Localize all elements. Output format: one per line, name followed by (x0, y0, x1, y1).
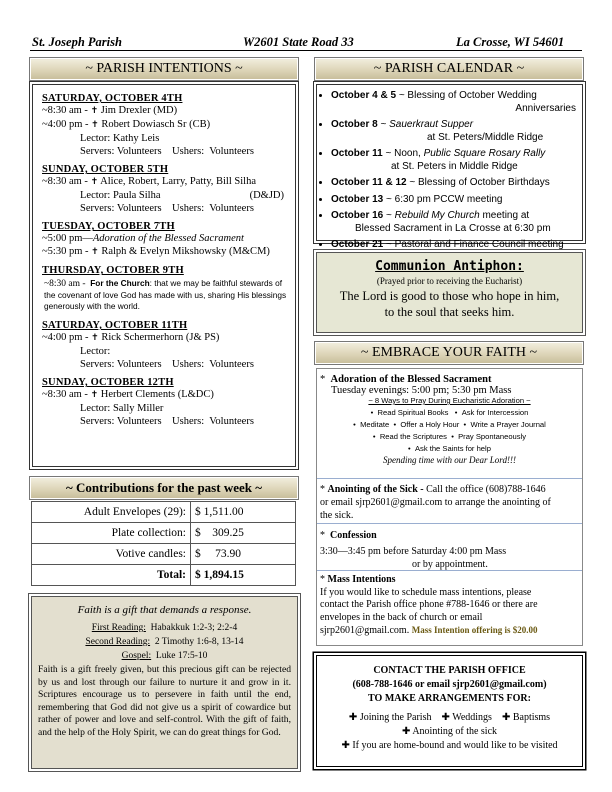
mass-intentions-section: * Mass Intentions If you would like to schedule mass intentions, please contact the Parish office phone #788-1646 or there are envelopes in the back of church or email sjrp2601@gmail.com. Mass Intention offering is $20.00 (320, 574, 538, 637)
mass-line: ~8:30 am - ✝ Alice, Robert, Larry, Patty, Bill Silha (42, 176, 256, 187)
servers-line: Servers: Volunteers Ushers: Volunteers (80, 416, 254, 427)
contact-line3: TO MAKE ARRANGEMENTS FOR: (368, 693, 531, 704)
table-row: Adult Envelopes (29): $ 1,511.00 (32, 502, 296, 523)
embrace-title: ~ EMBRACE YOUR FAITH ~ (360, 345, 538, 360)
antiphon-line1: The Lord is good to those who hope in him, (339, 289, 560, 303)
mass-line: ~8:30 am - ✝ Jim Drexler (MD) (42, 105, 178, 116)
contact-items: ✚ Joining the Parish ✚ Weddings ✚ Baptisms (348, 712, 551, 723)
parish-city: La Crosse, WI 54601 (456, 35, 565, 49)
cross-icon: ✝ (91, 247, 99, 257)
contact-line1: CONTACT THE PARISH OFFICE (373, 665, 526, 676)
lector-line: Lector: Sally Miller (80, 403, 164, 414)
star-icon: * (320, 374, 326, 385)
calendar-event: • October 11 & 12 ~ Blessing of October Birthdays (331, 177, 582, 190)
intentions-title: ~ PARISH INTENTIONS ~ (85, 61, 243, 76)
readings: First Reading: Habakkuk 1:2-3; 2:2-4 Second Reading: 2 Timothy 1:6-8, 13-14 Gospel: Luke 17:5-10 (85, 623, 244, 661)
calendar-box (316, 84, 583, 250)
spending-line: Spending time with our Dear Lord!!! (383, 455, 516, 465)
cross-icon: ✝ (91, 333, 99, 343)
servers-line: Servers: Volunteers Ushers: Volunteers (80, 146, 254, 157)
lector-line: Lector: (80, 346, 111, 357)
calendar-title: ~ PARISH CALENDAR ~ (373, 61, 525, 76)
servers-line: Servers: Volunteers Ushers: Volunteers (80, 203, 254, 214)
intentions-date: TUESDAY, OCTOBER 7TH (42, 221, 175, 232)
faith-body: Faith is a gift freely given, but this precious gift can be rejected by us and lost through our failure to nurture it and grow in it. Scriptures encourage us to persevere in faith until the end, remembering that God did not give us a spirit of cowardice but rather of power and love and self-control. With the gift of faith, and the help of the Holy Spirit, we can do great things for God. (38, 664, 291, 738)
antiphon-note: (Prayed prior to receiving the Eucharist) (376, 276, 523, 286)
adoration-section: * Adoration of the Blessed Sacrament Tuesday evenings: 5:00 pm; 5:30 pm Mass ~ 8 Ways to Pray During Eucharistic Adoration ~ • Read Spiritual Books • Ask for Intercession • Meditate • Offer a Holy Hour • Write a Prayer Journal • Read the Scriptures • Pray Spontaneously • Ask the Saints for help Spending time with our Dear Lord!!! (317, 369, 582, 479)
cross-icon: ✝ (90, 177, 99, 187)
cross-icon: ✝ (90, 390, 99, 400)
antiphon-line2: to the soul that seeks him. (384, 305, 515, 319)
plus-icon: ✚ (401, 726, 411, 737)
ways-list: • Read Spiritual Books • Ask for Intercession • Meditate • Offer a Holy Hour • Write a Prayer Journal • Read the Scriptures • Pray Spontaneously • Ask the Saints for help (353, 408, 546, 453)
antiphon-title: Communion Antiphon: (375, 259, 524, 274)
lector-line: Lector: Paula Silha (D&JD) (80, 190, 284, 201)
confession-section: * Confession 3:30—3:45 pm before Saturday 4:00 pm Mass or by appointment. (317, 524, 582, 571)
faith-heading: Faith is a gift that demands a response. (77, 604, 252, 616)
intentions-date: SATURDAY, OCTOBER 11TH (42, 320, 188, 331)
mass-line: ~8:30 am - ✝ Herbert Clements (L&DC) (42, 389, 214, 400)
mass-line: ~4:00 pm - ✝ Robert Dowiasch Sr (CB) (42, 119, 211, 130)
intentions-date: SUNDAY, OCTOBER 5TH (42, 164, 169, 175)
intentions-box (32, 84, 296, 467)
contact-item: ✚ If you are home-bound and would like to be visited (341, 740, 558, 751)
calendar-event: • October 13 ~ 6:30 pm PCCW meeting (331, 194, 582, 207)
calendar-event: • October 16 ~ Rebuild My Church meeting at Blessed Sacrament in La Crosse at 6:30 pm (331, 210, 582, 235)
plus-icon: ✚ (341, 740, 350, 751)
parish-name: St. Joseph Parish (32, 35, 122, 49)
contributions-title: ~ Contributions for the past week ~ (65, 480, 262, 495)
calendar-event: • October 11 ~ Noon, Public Square Rosary Rally at St. Peters in Middle Ridge (331, 148, 582, 173)
plus-icon: ✚ (348, 712, 358, 723)
adoration-times: Tuesday evenings: 5:00 pm; 5:30 pm Mass (331, 385, 512, 396)
calendar-banner (314, 57, 584, 81)
embrace-box (316, 368, 583, 646)
contact-box (316, 655, 583, 767)
header-rule (30, 50, 582, 51)
intentions-date: SATURDAY, OCTOBER 4TH (42, 93, 183, 104)
antiphon-box (316, 252, 583, 333)
mass-line: ~5:00 pm—Adoration of the Blessed Sacrament (42, 233, 244, 244)
mass-line: ~4:00 pm - ✝ Rick Schermerhorn (J& PS) (42, 332, 220, 343)
table-row: Plate collection: $ 309.25 (32, 523, 296, 544)
mass-line: ~8:30 am - For the Church: that we may be faithful stewards of the covenant of love God has made with us, sharing His blessings generously with the world. (44, 278, 287, 311)
contact-item: ✚ Anointing of the sick (401, 726, 498, 737)
intentions-date: SUNDAY, OCTOBER 12TH (42, 377, 174, 388)
plus-icon: ✚ (441, 712, 450, 723)
calendar-event: • October 4 & 5 ~ Blessing of October Wedding Anniversaries (331, 90, 582, 115)
calendar-event: • October 21 ~ Pastoral and Finance Council meeting (331, 239, 582, 252)
plus-icon: ✚ (501, 712, 511, 723)
cross-icon: ✝ (90, 106, 99, 116)
mass-line: ~5:30 pm - ✝ Ralph & Evelyn Mikshowsky (M&CM) (42, 246, 270, 257)
intentions-banner (29, 57, 299, 81)
intentions-date: THURSDAY, OCTOBER 9TH (42, 265, 184, 276)
table-row: Total: $ 1,894.15 (32, 565, 296, 586)
offering-note: Mass Intention offering is $20.00 (411, 625, 538, 636)
parish-address: W2601 State Road 33 (243, 35, 354, 49)
faith-box (31, 596, 298, 769)
contributions-banner (29, 476, 299, 500)
contributions-table (31, 501, 296, 586)
cross-icon: ✝ (91, 120, 99, 130)
embrace-banner (314, 341, 584, 365)
contact-line2: (608-788-1646 or email sjrp2601@gmail.com) (352, 679, 547, 690)
calendar-event: • October 8 ~ Sauerkraut Supper at St. Peters/Middle Ridge (331, 119, 582, 144)
anointing-section: * Anointing of the Sick - Call the office (608)788-1646 or email sjrp2601@gmail.com to arrange the anointing of the sick. (317, 479, 582, 524)
table-row: Votive candles: $ 73.90 (32, 544, 296, 565)
servers-line: Servers: Volunteers Ushers: Volunteers (80, 359, 254, 370)
lector-line: Lector: Kathy Leis (80, 133, 160, 144)
ways-title: ~ 8 Ways to Pray During Eucharistic Adoration ~ (368, 396, 531, 405)
